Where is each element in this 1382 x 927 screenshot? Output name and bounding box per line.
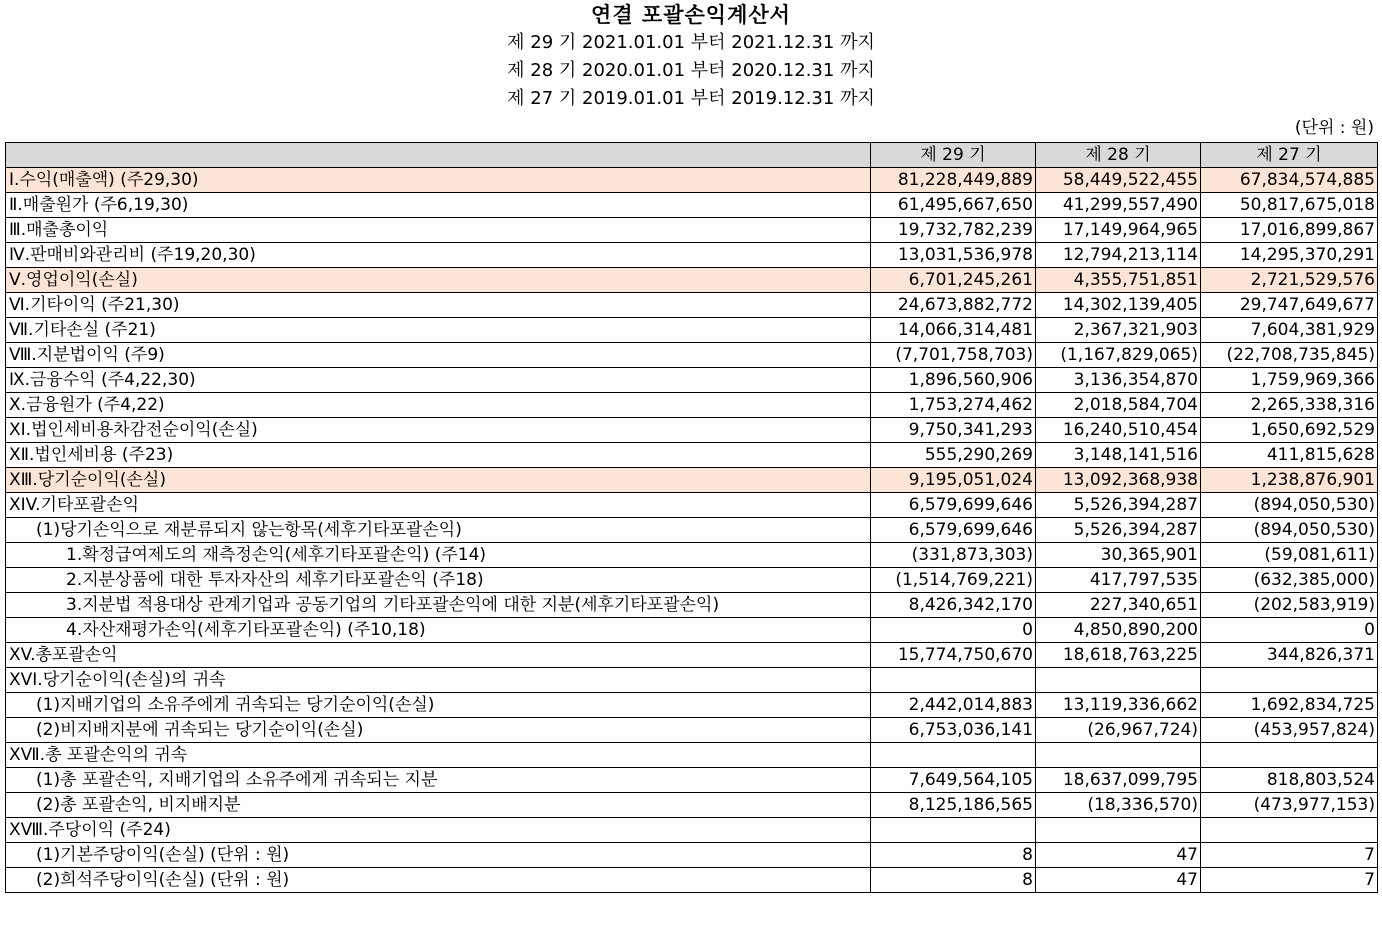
row-label: Ⅵ.기타이익 (주21,30)	[6, 293, 871, 318]
value-27	[1201, 668, 1378, 693]
table-row	[6, 243, 1378, 268]
value-28: 41,299,557,490	[1036, 193, 1201, 218]
row-label: Ⅶ.기타손실 (주21)	[6, 318, 871, 343]
value-28: 2,367,321,903	[1036, 318, 1201, 343]
table-row	[6, 843, 1378, 868]
row-label: (1)당기손익으로 재분류되지 않는항목(세후기타포괄손익)	[6, 518, 871, 543]
value-27: 1,759,969,366	[1201, 368, 1378, 393]
value-29: 14,066,314,481	[871, 318, 1036, 343]
period-line-27: 제 27 기 2019.01.01 부터 2019.12.31 까지	[507, 88, 875, 109]
value-28: 417,797,535	[1036, 568, 1201, 593]
value-29: 61,495,667,650	[871, 193, 1036, 218]
row-label: Ⅸ.금융수익 (주4,22,30)	[6, 368, 871, 393]
value-29: 8	[871, 868, 1036, 893]
table-row	[6, 743, 1378, 768]
value-27: 7	[1201, 868, 1378, 893]
value-28: 18,618,763,225	[1036, 643, 1201, 668]
value-27: (202,583,919)	[1201, 593, 1378, 618]
table-row	[6, 368, 1378, 393]
value-27: 50,817,675,018	[1201, 193, 1378, 218]
value-29: 13,031,536,978	[871, 243, 1036, 268]
table-row	[6, 293, 1378, 318]
value-27: 1,238,876,901	[1201, 468, 1378, 493]
value-27: 7	[1201, 843, 1378, 868]
value-28: 227,340,651	[1036, 593, 1201, 618]
value-29: 8,125,186,565	[871, 793, 1036, 818]
value-29: 19,732,782,239	[871, 218, 1036, 243]
value-28: 3,136,354,870	[1036, 368, 1201, 393]
value-29: (1,514,769,221)	[871, 568, 1036, 593]
table-row	[6, 443, 1378, 468]
table-row	[6, 868, 1378, 893]
table-row	[6, 693, 1378, 718]
row-label: XI.법인세비용차감전순이익(손실)	[6, 418, 871, 443]
value-29: 1,753,274,462	[871, 393, 1036, 418]
row-label: XIV.기타포괄손익	[6, 493, 871, 518]
value-29	[871, 668, 1036, 693]
value-27: (894,050,530)	[1201, 518, 1378, 543]
value-28: 47	[1036, 843, 1201, 868]
table-row	[6, 618, 1378, 643]
table-header-row	[6, 143, 1378, 168]
value-27: 29,747,649,677	[1201, 293, 1378, 318]
value-27: (473,977,153)	[1201, 793, 1378, 818]
value-28: 3,148,141,516	[1036, 443, 1201, 468]
value-28: 12,794,213,114	[1036, 243, 1201, 268]
value-28: 47	[1036, 868, 1201, 893]
value-28: 14,302,139,405	[1036, 293, 1201, 318]
row-label: Ⅷ.지분법이익 (주9)	[6, 343, 871, 368]
value-29: 555,290,269	[871, 443, 1036, 468]
period-line-29: 제 29 기 2021.01.01 부터 2021.12.31 까지	[507, 32, 875, 53]
value-27: 344,826,371	[1201, 643, 1378, 668]
table-row	[6, 493, 1378, 518]
value-28: 13,119,336,662	[1036, 693, 1201, 718]
value-29: (7,701,758,703)	[871, 343, 1036, 368]
column-header-27: 제 27 기	[1201, 143, 1378, 168]
row-label: XⅡ.법인세비용 (주23)	[6, 443, 871, 468]
column-header-label	[6, 143, 871, 168]
value-27: 0	[1201, 618, 1378, 643]
period-line-28: 제 28 기 2020.01.01 부터 2020.12.31 까지	[507, 60, 875, 81]
value-28: 13,092,368,938	[1036, 468, 1201, 493]
row-label: Ⅲ.매출총이익	[6, 218, 871, 243]
table-row	[6, 468, 1378, 493]
value-27: 818,803,524	[1201, 768, 1378, 793]
value-28: 5,526,394,287	[1036, 518, 1201, 543]
value-29: 2,442,014,883	[871, 693, 1036, 718]
table-row	[6, 518, 1378, 543]
unit-label: (단위 : 원)	[1294, 118, 1374, 138]
value-28: (1,167,829,065)	[1036, 343, 1201, 368]
row-label: XⅦ.총 포괄손익의 귀속	[6, 743, 871, 768]
value-28: 5,526,394,287	[1036, 493, 1201, 518]
value-29: 7,649,564,105	[871, 768, 1036, 793]
value-28: (18,336,570)	[1036, 793, 1201, 818]
value-28: 58,449,522,455	[1036, 168, 1201, 193]
column-header-29: 제 29 기	[871, 143, 1036, 168]
table-row	[6, 643, 1378, 668]
table-row	[6, 593, 1378, 618]
value-29: 1,896,560,906	[871, 368, 1036, 393]
value-29: 0	[871, 618, 1036, 643]
value-27: 1,650,692,529	[1201, 418, 1378, 443]
value-27: 411,815,628	[1201, 443, 1378, 468]
value-27: (22,708,735,845)	[1201, 343, 1378, 368]
value-27: (632,385,000)	[1201, 568, 1378, 593]
row-label: (2)희석주당이익(손실) (단위 : 원)	[6, 868, 871, 893]
value-27: (59,081,611)	[1201, 543, 1378, 568]
value-28	[1036, 743, 1201, 768]
row-label: XV.총포괄손익	[6, 643, 871, 668]
table-row	[6, 768, 1378, 793]
value-28	[1036, 668, 1201, 693]
row-label: (1)지배기업의 소유주에게 귀속되는 당기순이익(손실)	[6, 693, 871, 718]
value-28: 16,240,510,454	[1036, 418, 1201, 443]
value-29: 9,750,341,293	[871, 418, 1036, 443]
value-27: 2,721,529,576	[1201, 268, 1378, 293]
row-label: 2.지분상품에 대한 투자자산의 세후기타포괄손익 (주18)	[6, 568, 871, 593]
value-28: 18,637,099,795	[1036, 768, 1201, 793]
value-29: 8,426,342,170	[871, 593, 1036, 618]
row-label: 4.자산재평가손익(세후기타포괄손익) (주10,18)	[6, 618, 871, 643]
value-27: 2,265,338,316	[1201, 393, 1378, 418]
row-label: Ⅴ.영업이익(손실)	[6, 268, 871, 293]
row-label: XⅢ.당기순이익(손실)	[6, 468, 871, 493]
value-28: 2,018,584,704	[1036, 393, 1201, 418]
value-27: 1,692,834,725	[1201, 693, 1378, 718]
value-28: 4,355,751,851	[1036, 268, 1201, 293]
column-header-28: 제 28 기	[1036, 143, 1201, 168]
table-row	[6, 393, 1378, 418]
table-row	[6, 568, 1378, 593]
row-label: 1.확정급여제도의 재측정손익(세후기타포괄손익) (주14)	[6, 543, 871, 568]
row-label: Ⅱ.매출원가 (주6,19,30)	[6, 193, 871, 218]
table-row	[6, 318, 1378, 343]
value-29	[871, 743, 1036, 768]
value-29: 6,701,245,261	[871, 268, 1036, 293]
value-29: (331,873,303)	[871, 543, 1036, 568]
value-29: 6,579,699,646	[871, 493, 1036, 518]
value-29: 6,753,036,141	[871, 718, 1036, 743]
row-label: XⅧ.주당이익 (주24)	[6, 818, 871, 843]
value-28: (26,967,724)	[1036, 718, 1201, 743]
value-29: 81,228,449,889	[871, 168, 1036, 193]
table-row	[6, 168, 1378, 193]
table-row	[6, 718, 1378, 743]
value-27	[1201, 818, 1378, 843]
value-29: 8	[871, 843, 1036, 868]
table-row	[6, 668, 1378, 693]
table-row	[6, 268, 1378, 293]
row-label: Ⅳ.판매비와관리비 (주19,20,30)	[6, 243, 871, 268]
table-row	[6, 543, 1378, 568]
value-28	[1036, 818, 1201, 843]
table-body	[6, 168, 1378, 893]
value-28: 17,149,964,965	[1036, 218, 1201, 243]
table-row	[6, 818, 1378, 843]
row-label: (1)기본주당이익(손실) (단위 : 원)	[6, 843, 871, 868]
value-27: 17,016,899,867	[1201, 218, 1378, 243]
value-27: 67,834,574,885	[1201, 168, 1378, 193]
income-statement-table	[5, 142, 1378, 893]
row-label: Ⅹ.금융원가 (주4,22)	[6, 393, 871, 418]
value-28: 4,850,890,200	[1036, 618, 1201, 643]
row-label: (2)총 포괄손익, 비지배지분	[6, 793, 871, 818]
value-27	[1201, 743, 1378, 768]
row-label: (1)총 포괄손익, 지배기업의 소유주에게 귀속되는 지분	[6, 768, 871, 793]
statement-header	[0, 0, 1382, 113]
value-29: 9,195,051,024	[871, 468, 1036, 493]
value-27: 7,604,381,929	[1201, 318, 1378, 343]
value-27: (453,957,824)	[1201, 718, 1378, 743]
value-27: 14,295,370,291	[1201, 243, 1378, 268]
row-label: (2)비지배지분에 귀속되는 당기순이익(손실)	[6, 718, 871, 743]
value-28: 30,365,901	[1036, 543, 1201, 568]
row-label: Ⅰ.수익(매출액) (주29,30)	[6, 168, 871, 193]
row-label: XVI.당기순이익(손실)의 귀속	[6, 668, 871, 693]
value-29: 6,579,699,646	[871, 518, 1036, 543]
table-row	[6, 418, 1378, 443]
value-29	[871, 818, 1036, 843]
table-row	[6, 193, 1378, 218]
table-row	[6, 793, 1378, 818]
value-29: 24,673,882,772	[871, 293, 1036, 318]
statement-title: 연결 포괄손익계산서	[591, 3, 791, 27]
value-27: (894,050,530)	[1201, 493, 1378, 518]
value-29: 15,774,750,670	[871, 643, 1036, 668]
table-row	[6, 343, 1378, 368]
row-label: 3.지분법 적용대상 관계기업과 공동기업의 기타포괄손익에 대한 지분(세후기타포괄손익)	[6, 593, 871, 618]
table-row	[6, 218, 1378, 243]
